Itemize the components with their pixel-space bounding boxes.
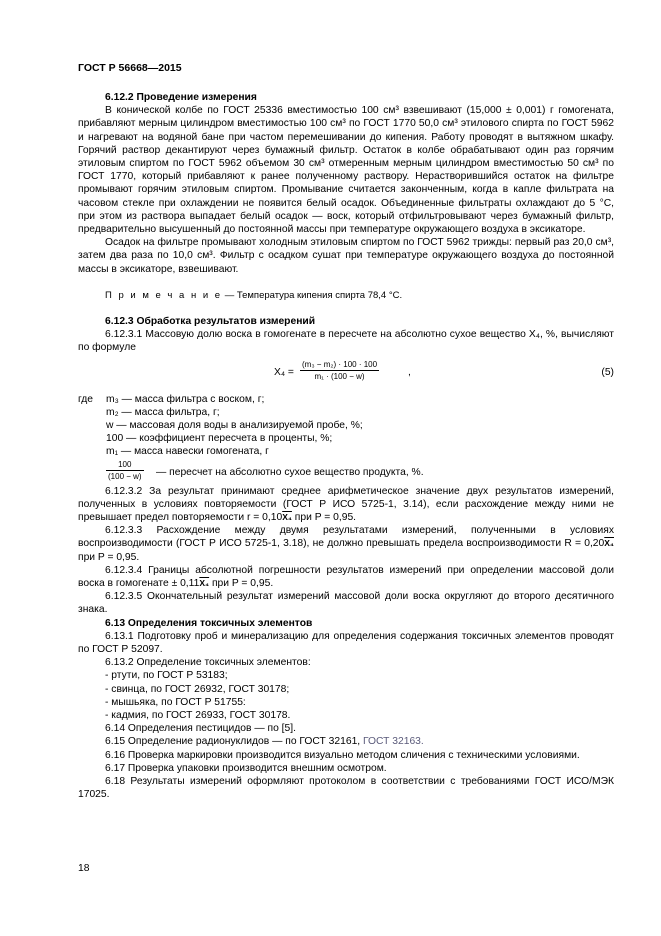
formula-lhs: X₄ = — [274, 366, 294, 378]
mean-x4-symbol: X₄ — [604, 538, 614, 549]
section-6-16: 6.16 Проверка маркировки производится визуально методом сличения с техническими условиями. — [105, 749, 580, 761]
section-6-17: 6.17 Проверка упаковки производится внешним осмотром. — [105, 762, 387, 774]
list-item: - мышьяка, по ГОСТ Р 51755: — [105, 696, 246, 708]
section-6-12-3-2-tail: при P = 0,95. — [291, 512, 357, 523]
section-6-12-3-3 — [78, 524, 614, 564]
section-6-13-2: 6.13.2 Определение токсичных элементов: — [105, 657, 311, 669]
section-6-12-3-3-tail: при P = 0,95. — [78, 551, 140, 563]
conversion-numerator: 100 — [106, 459, 144, 471]
document-body — [78, 91, 614, 801]
page-number: 18 — [78, 863, 90, 874]
list-item: - кадмия, по ГОСТ 26933, ГОСТ 30178. — [105, 710, 291, 722]
section-6-12-2-para-1: В конической колбе по ГОСТ 25336 вместимостью 100 см³ взвешивают (15,000 ± 0,001) г гомогената, прибавляют мерным цилиндром вместимостью 100 см³ по ГОСТ 1770 50,0 см³ этилового спирта по ГОСТ 5962 и нагревают на водяной бане при частом перемешивании до кипения. Работу проводят в вытяжном шкафу. Горячий раствор декантируют через бумажный фильтр. Остаток в колбе обрабатывают один раз горячим этиловым спиртом по ГОСТ 5962 объемом 30 см³ отмеренным мерным цилиндром вместимостью 50 см³ по ГОСТ 1770, который прибавляют к ранее полученному раствору. Нерастворившийся остаток на фильтре промывают горячим этиловым спиртом. Промывание считается законченным, когда в капле фильтрата на часовом стекле при охлаждении не появится белый осадок. Объединенные фильтраты охлаждают до 5 °С, при этом из раствора выпадает белый осадок — воск, который отфильтровывают через бумажный фильтр, предварительно высушенный до постоянной массы при температуре окружающего воздуха в эксикаторе. — [78, 105, 614, 236]
conversion-denominator: (100 − w) — [108, 471, 142, 481]
section-6-12-3-1: 6.12.3.1 Массовую долю воска в гомогенате в пересчете на абсолютно сухое вещество X₄, %, вычисляют по формуле — [78, 329, 614, 354]
formula-denominator: m₁ · (100 − w) — [314, 371, 365, 381]
section-6-12-3-5: 6.12.3.5 Окончательный результат измерений массовой доли воска округляют до второго десятичного знака. — [78, 591, 614, 616]
section-6-12-3-2 — [78, 485, 614, 525]
where-label: где — [78, 393, 94, 405]
list-item: - свинца, по ГОСТ 26932, ГОСТ 30178; — [105, 683, 290, 695]
section-6-14: 6.14 Определения пестицидов — по [5]. — [105, 723, 296, 735]
formula-number: (5) — [601, 366, 614, 378]
formula-numerator: (m₃ − m₂) · 100 · 100 — [302, 359, 378, 369]
formula-fraction — [300, 359, 379, 382]
formula-comma: , — [408, 366, 411, 378]
definition-item: 100 — коэффициент пересчета в проценты, %; — [106, 433, 333, 445]
section-6-12-3-2-text: 6.12.3.2 За результат принимают среднее арифметическое значение двух результатов измерений, полученных в условиях повторяемости (ГОСТ Р ИСО 5725-1, 3.14), если расхождение между ними не превышает предел повторяемости r = 0,10 — [78, 485, 614, 523]
note — [78, 289, 614, 302]
section-6-15-text: 6.15 Определение радионуклидов — по ГОСТ 32161, — [105, 736, 364, 748]
conversion-definition — [78, 459, 614, 485]
gost-32163-link[interactable]: ГОСТ 32163. — [363, 736, 424, 748]
definition-item: m₃ — масса фильтра с воском, г; — [106, 393, 265, 405]
definition-item: m₂ — масса фильтра, г; — [106, 406, 220, 418]
note-text: — Температура кипения спирта 78,4 °С. — [222, 289, 403, 301]
conversion-fraction — [106, 459, 144, 482]
section-6-12-2-title: 6.12.2 Проведение измерения — [105, 92, 257, 103]
definition-item: w — массовая доля воды в анализируемой пробе, %; — [106, 420, 363, 432]
document-header: ГОСТ Р 56668—2015 — [78, 62, 182, 74]
section-6-18: 6.18 Результаты измерений оформляют протоколом в соответствии с требованиями ГОСТ ИСО/МЭК 17025. — [78, 776, 614, 801]
section-6-12-3-4 — [78, 564, 614, 590]
section-6-12-2-para-2: Осадок на фильтре промывают холодным этиловым спиртом по ГОСТ 5962 трижды: первый раз 20,0 см³, затем два раза по 10,0 см³. Фильтр с осадком сушат при температуре окружающего воздуха до постоянной массы в эксикаторе, взвешивают. — [78, 237, 614, 275]
list-item: - ртути, по ГОСТ Р 53183; — [105, 670, 228, 682]
section-6-13-1: 6.13.1 Подготовку проб и минерализацию для определения содержания токсичных элементов проводят по ГОСТ Р 52097. — [78, 630, 614, 656]
formula-definitions — [78, 393, 614, 485]
conversion-text: — пересчет на абсолютно сухое вещество продукта, %. — [156, 466, 424, 478]
note-label: П р и м е ч а н и е — [105, 289, 223, 301]
mean-x4-symbol: X₄ — [282, 512, 292, 522]
definition-item: m₁ — масса навески гомогената, г — [106, 446, 269, 458]
formula-5 — [78, 357, 614, 391]
section-6-12-3-3-text: 6.12.3.3 Расхождение между двумя результатами измерений, полученными в условиях воспроизводимости (ГОСТ Р ИСО 5725-1, 3.18), не должно превышать предела воспроизводимости R = 0,20 — [78, 525, 614, 550]
section-6-15 — [78, 735, 614, 748]
mean-x4-symbol: X₄ — [199, 578, 210, 589]
section-6-12-3-4-tail: при P = 0,95. — [209, 578, 274, 590]
section-6-12-3-title: 6.12.3 Обработка результатов измерений — [105, 316, 316, 328]
section-6-13-title: 6.13 Определения токсичных элементов — [105, 617, 313, 629]
section-6-12-3-4-text: 6.12.3.4 Границы абсолютной погрешности результатов измерений при определении массовой доли воска в гомогенате ± 0,11 — [78, 564, 614, 590]
